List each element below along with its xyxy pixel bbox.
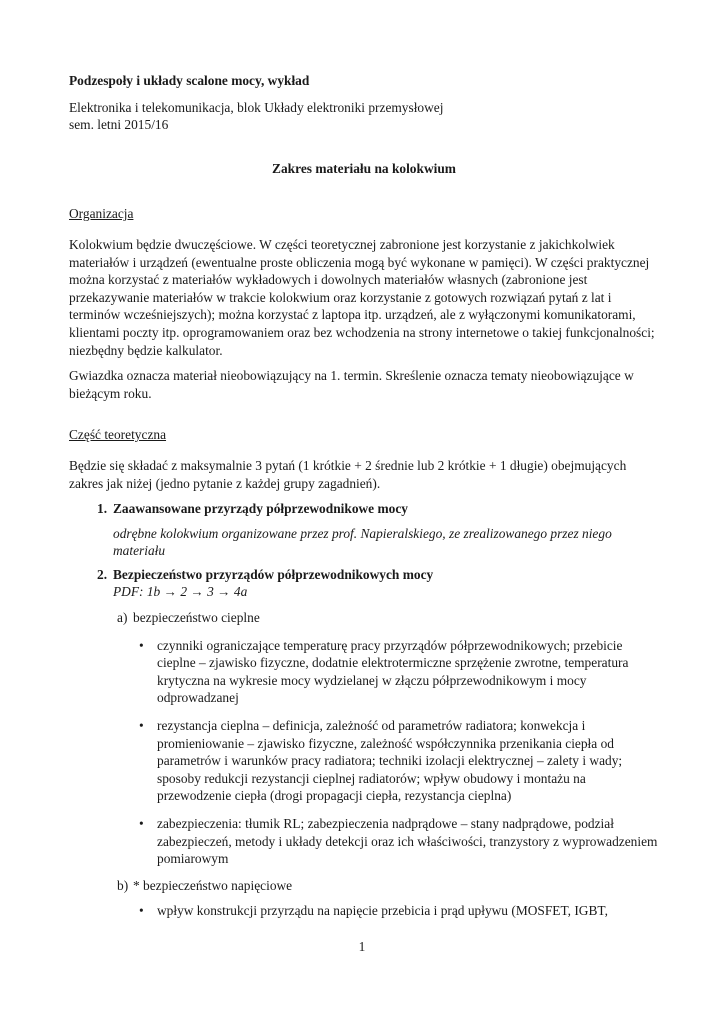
bullet-item: [139, 717, 659, 805]
course-title: Podzespoły i układy scalone mocy, wykład: [69, 73, 310, 88]
bullet-text: czynniki ograniczające temperaturę pracy przyrządów półprzewodnikowych; przebicie cieplne – zjawisko fizyczne, dodatnie elektrotermiczne sprzężenie zwrotne, temperatura krytyczna na wykresie mocy wydzielanej w złączu półprzewodnikowym i mocy odprowadzanej: [157, 637, 629, 706]
document-title: Zakres materiału na kolokwium: [272, 160, 456, 176]
subsection-b-title: * bezpieczeństwo napięciowe: [133, 877, 293, 893]
bullet-text: rezystancja cieplna – definicja, zależność od parametrów radiatora; konwekcja i promieniowanie – zjawisko fizyczne, zależność współczynnika przenikania ciepła od parametrów i warunków pracy radiatora; techniki izolacji elektrycznej – zalety i wady; sposoby redukcji rezystancji cieplnej radiatorów; wpływ obudowy i montażu na przewodzenie ciepła (drogi propagacji ciepła, rezystancja cieplna): [157, 718, 623, 804]
bullet-text: wpływ konstrukcji przyrządu na napięcie przebicia i prąd upływu (MOSFET, IGBT,: [157, 903, 608, 919]
topic-1: [97, 500, 659, 560]
topic-2-heading: [97, 566, 659, 584]
organization-paragraph-2: Gwiazdka oznacza materiał nieobowiązujący na 1. termin. Skreślenie oznacza tematy nieobowiązujące w bieżącym roku.: [69, 368, 634, 401]
bullet-item: [139, 815, 659, 868]
bullet-icon: •: [139, 903, 144, 919]
topic-1-title: Zaawansowane przyrządy półprzewodnikowe mocy: [113, 501, 408, 517]
bullet-text: zabezpieczenia: tłumik RL; zabezpieczenia nadprądowe – stany nadprądowe, podział zabezpieczeń, metody i układy detekcji oraz ich właściwości, tranzystory z wyprowadzeniem pomiarowym: [157, 816, 658, 867]
topic-2-pdf-path: PDF: 1b → 2 → 3 → 4a: [113, 584, 248, 600]
bullet-icon: •: [139, 718, 144, 734]
bullet-item: [139, 637, 659, 707]
topic-2-title: Bezpieczeństwo przyrządów półprzewodnikowych mocy: [113, 566, 434, 582]
subsection-a: [117, 609, 659, 627]
bullet-icon: •: [139, 816, 144, 831]
subsection-b: [117, 877, 659, 895]
page-number: 1: [358, 939, 366, 954]
theory-intro: Będzie się składać z maksymalnie 3 pytań (1 krótkie + 2 średnie lub 2 krótkie + 1 długie) obejmujących zakres jak niżej (jedno pytanie z każdej grupy zagadnień).: [69, 457, 627, 491]
topic-1-heading: [97, 500, 659, 518]
organization-paragraph-1: Kolokwium będzie dwuczęściowe. W części teoretycznej zabronione jest korzystanie z jakichkolwiek materiałów i urządzeń (ewentualne proste obliczenia mogą być wykonane w pamięci). W części praktycznej można korzystać z materiałów wykładowych i dowolnych materiałów własnych (zabronione jest przekazywanie materiałów w trakcie kolokwium oraz korzystanie z gotowych rozwiązań pytań z lat i terminów wcześniejszych); można korzystać z laptopa itp. urządzeń, ale z wyłączonymi komunikatorami, klientami poczty itp. oprogramowaniem oraz bez wchodzenia na strony internetowe o takiej funkcjonalności; niezbędny będzie kalkulator.: [69, 236, 655, 358]
topic-2: [97, 566, 659, 601]
topic-2-number: 2.: [97, 566, 108, 582]
subsection-a-title: bezpieczeństwo cieplne: [133, 610, 260, 626]
document-page: [69, 72, 659, 920]
section-heading-organization: Organizacja: [69, 206, 134, 222]
subsection-b-letter: b): [117, 877, 129, 893]
bullet-item: [139, 902, 659, 920]
semester-line: sem. letni 2015/16: [69, 117, 169, 133]
section-heading-theory: Część teoretyczna: [69, 427, 167, 443]
topic-1-number: 1.: [97, 501, 108, 517]
bullet-icon: •: [139, 637, 144, 653]
program-line: Elektronika i telekomunikacja, blok Układy elektroniki przemysłowej: [69, 99, 444, 115]
topic-1-note: odrębne kolokwium organizowane przez prof. Napieralskiego, ze zrealizowanego przez niego materiału: [113, 525, 612, 559]
subsection-a-letter: a): [117, 610, 128, 626]
